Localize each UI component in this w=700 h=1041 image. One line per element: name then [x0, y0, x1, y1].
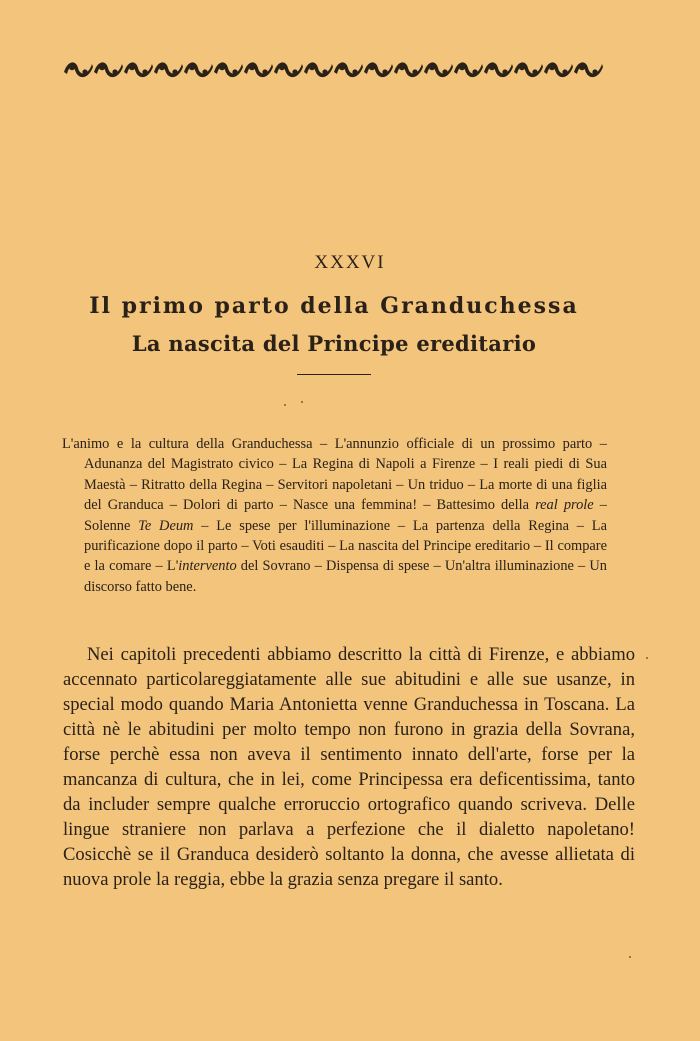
summary-text-3: – Le spese per l'illuminazione – La partenza della Regina – La purificazione dopo il parto – Voti esauditi – La nascita del Principe ereditario – Il compare e la comare – L' [84, 517, 607, 575]
print-speck [301, 401, 303, 403]
chapter-title-line-2: La nascita del Principe ereditario [131, 331, 537, 356]
body-text [63, 642, 635, 892]
summary-italic-intervento: intervento [178, 558, 237, 575]
chapter-summary [62, 434, 607, 597]
summary-text-2: – Solenne [84, 497, 607, 534]
chapter-number: XXXVI [314, 252, 386, 273]
chapter-title-line-1: Il primo parto della Granduchessa [89, 293, 579, 319]
body-paragraph: Nei capitoli precedenti abbiamo descritto la città di Firenze, e abbiamo accennato particolareggiatamente alle sue abitudini e alle sue usanze, in special modo quando Maria Antonietta venne Granduchessa in Toscana. La città nè le abitudini per molto tempo non furono in grazia della Sovrana, forse perchè essa non aveva il sentimento innato dell'arte, forse per la mancanza di cultura, che in lei, come Principessa era deficentissima, tanto da includer sempre qualche erroruccio ortografico quando scriveva. Delle lingue straniere non parlava a perfezione che il dialetto napoletano! Cosicchè se il Granduca desiderò soltanto la donna, che avesse allietata di nuova prole la reggia, ebbe la grazia senza pregare il santo. [63, 644, 635, 890]
floral-scroll-border-icon [62, 58, 604, 80]
summary-italic-real-prole: real prole [535, 497, 594, 514]
print-speck [284, 404, 286, 406]
summary-text-4: del Sovrano – Dispensa di spese – Un'altra illuminazione – Un discorso fatto bene. [84, 558, 607, 595]
print-speck [629, 956, 631, 958]
summary-italic-te-deum: Te Deum [138, 517, 194, 534]
summary-text-1: L'animo e la cultura della Granduchessa – L'annunzio officiale di un prossimo parto – Adunanza del Magistrato civico – La Regina di Napoli a Firenze – I reali piedi di Sua Maestà – Ritratto della Regina – Servitori napoletani – Un triduo – La morte di una figlia del Granduca – Dolori di parto – Nasce una femmina! – Battesimo della [62, 436, 607, 514]
print-speck [646, 657, 648, 659]
title-divider [297, 374, 371, 375]
summary-paragraph [62, 434, 607, 597]
